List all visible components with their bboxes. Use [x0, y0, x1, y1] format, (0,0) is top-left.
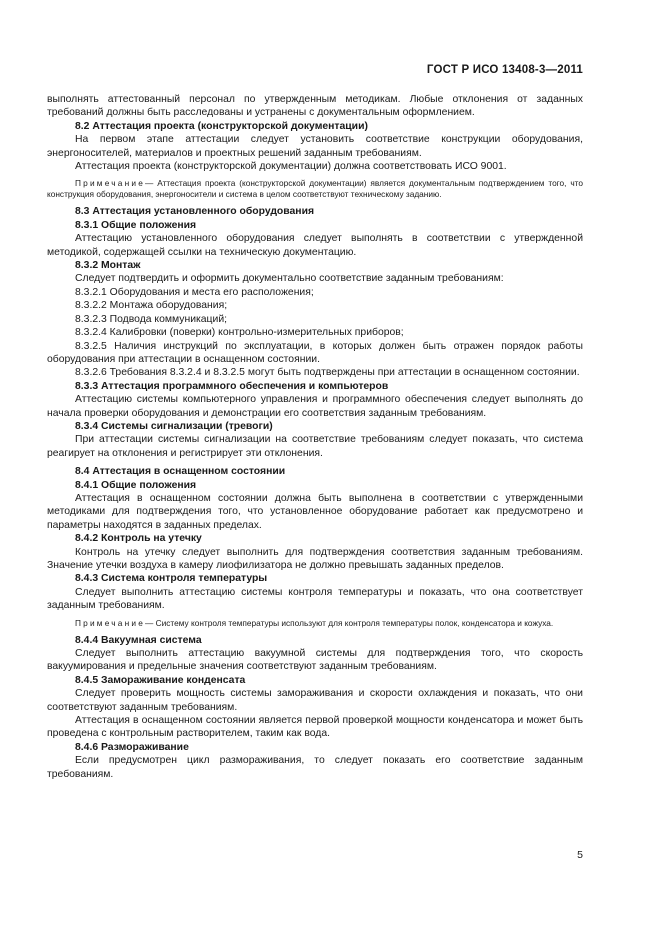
section-heading: 8.4.1 Общие положения [75, 479, 197, 491]
section-heading: 8.4.3 Система контроля температуры [75, 573, 268, 585]
body-paragraph: Аттестацию установленного оборудования следует выполнять в соответствии с утвержденной методикой, содержащей ссылки на техническую документацию. [47, 233, 583, 258]
note-text: — Аттестация проекта (конструкторской документации) является документальным подтверждением того, что конструкция оборудования, энергоносители и система в целом соответствуют техническому заданию. [47, 178, 583, 200]
section-heading: 8.4.5 Замораживание конденсата [75, 674, 246, 686]
body-paragraph: Следует проверить мощность системы замораживания и скорости охлаждения и показать, что они соответствуют заданным требованиям. [47, 688, 583, 713]
section-heading: 8.4 Аттестация в оснащенном состоянии [75, 466, 286, 478]
document-body [47, 93, 583, 781]
body-paragraph: 8.3.2.4 Калибровки (поверки) контрольно-измерительных приборов; [75, 327, 404, 339]
section-heading: 8.3 Аттестация установленного оборудования [75, 206, 315, 218]
body-paragraph: Если предусмотрен цикл размораживания, то следует показать его соответствие заданным требованиям. [47, 755, 583, 780]
section-heading: 8.4.4 Вакуумная система [75, 634, 202, 646]
page-number: 5 [577, 849, 583, 861]
body-paragraph: 8.3.2.2 Монтажа оборудования; [75, 300, 228, 312]
body-paragraph: 8.3.2.5 Наличия инструкций по эксплуатации, в которых должен быть отражен порядок работы оборудования при аттестации в оснащенном состоянии. [47, 340, 583, 365]
body-paragraph: Следует подтвердить и оформить документально соответствие заданным требованиям: [75, 273, 504, 285]
body-paragraph: Аттестация проекта (конструкторской документации) должна соответствовать ИСО 9001. [75, 161, 507, 173]
body-paragraph: Аттестация в оснащенном состоянии является первой проверкой мощности конденсатора и может быть проведена с контрольным растворителем, таким как вода. [47, 715, 583, 740]
body-paragraph: Аттестация в оснащенном состоянии должна быть выполнена в соответствии с утвержденными методиками для подтверждения того, что установленное оборудование работает как предусмотрено и параметры находятся в заданных пределах. [47, 492, 583, 531]
body-paragraph: 8.3.2.3 Подвода коммуникаций; [75, 313, 228, 325]
body-paragraph: Контроль на утечку следует выполнить для подтверждения соответствия заданным требованиям. Значение утечки воздуха в камеру лиофилизатора не должно превышать заданных пределов. [47, 546, 583, 571]
note-text: — Систему контроля температуры используют для контроля температуры полок, конденсатора и кожуха. [145, 617, 554, 628]
section-heading: 8.3.3 Аттестация программного обеспечения и компьютеров [75, 380, 389, 392]
section-heading: 8.2 Аттестация проекта (конструкторской документации) [75, 120, 368, 132]
section-heading: 8.3.2 Монтаж [75, 260, 141, 272]
note-paragraph [47, 618, 583, 629]
body-paragraph: Следует выполнить аттестацию вакуумной системы для подтверждения того, что скорость вакуумирования и предельные значения соответствуют заданным требованиям. [47, 648, 583, 673]
body-paragraph: Следует выполнить аттестацию системы контроля температуры и показать, что она соответствует заданным требованиям. [47, 586, 583, 612]
section-heading: 8.3.4 Системы сигнализации (тревоги) [75, 420, 273, 432]
body-paragraph: Аттестацию системы компьютерного управления и программного обеспечения следует выполнять до начала проверки оборудования и демонстрации его соответствия заданным требованиям. [47, 394, 583, 419]
note-label: Примечание [75, 178, 146, 189]
document-header: ГОСТ Р ИСО 13408-3—2011 [426, 64, 583, 76]
body-paragraph: 8.3.2.1 Оборудования и места его расположения; [75, 286, 314, 298]
note-label: Примечание [75, 617, 146, 628]
body-paragraph: На первом этапе аттестации следует установить соответствие конструкции оборудования, энергоносителей, материалов и проектных решений заданным требованиям. [47, 134, 583, 159]
body-paragraph: При аттестации системы сигнализации на соответствие требованиям следует показать, что система реагирует на отклонения и регистрирует эти отклонения. [47, 434, 583, 459]
section-heading: 8.3.1 Общие положения [75, 219, 197, 231]
body-paragraph: выполнять аттестованный персонал по утвержденным методикам. Любые отклонения от заданных требований должны быть расследованы и устранены с документальным оформлением. [47, 94, 583, 119]
body-paragraph: 8.3.2.6 Требования 8.3.2.4 и 8.3.2.5 могут быть подтверждены при аттестации в оснащенном состоянии. [75, 367, 580, 379]
note-paragraph [47, 178, 583, 200]
section-heading: 8.4.6 Размораживание [75, 741, 189, 753]
section-heading: 8.4.2 Контроль на утечку [75, 533, 202, 545]
